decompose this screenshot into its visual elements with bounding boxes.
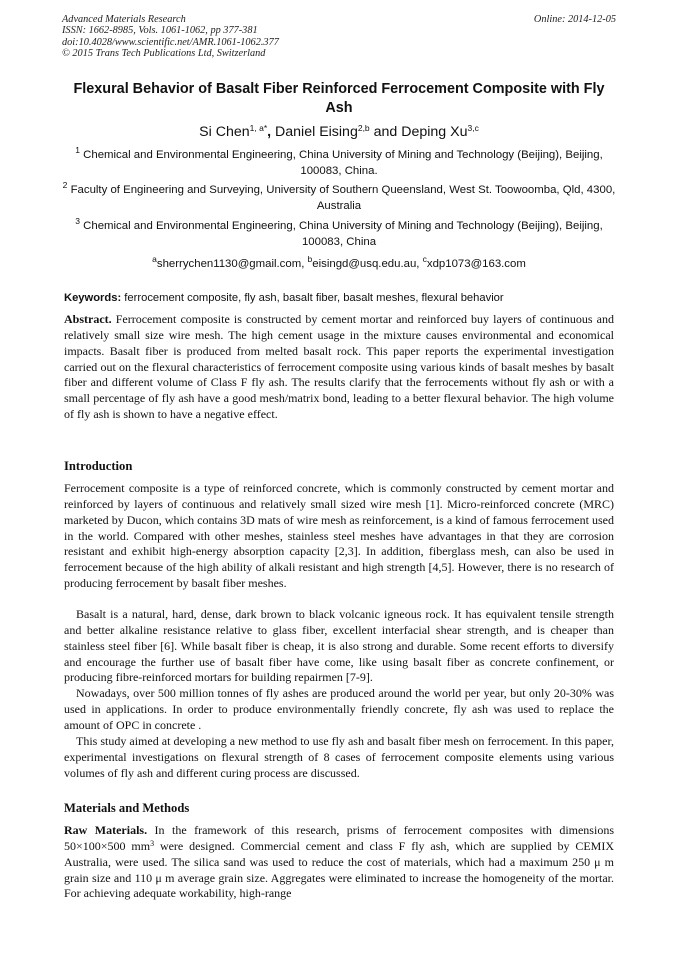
intro-paragraph-2: Basalt is a natural, hard, dense, dark brown to black volcanic igneous rock. It has equivalent tensile strength and better alkaline resistance relative to glass fiber, excellent interfacial shear strength, and is cheaper than stainless steel fiber [6]. While basalt fiber is cheap, it is also strong and durable. Some recent efforts to diversify and encourage the further use of basalt fiber have come, like using basalt fiber as concrete confinement, or producing fibre-reinforced mortars for building repairmen [7-9].	[64, 607, 614, 685]
author-name: Si Chen	[199, 124, 250, 140]
email-list	[62, 254, 616, 272]
email-mark: a	[152, 254, 157, 264]
raw-materials-paragraph	[64, 823, 614, 902]
introduction-heading: Introduction	[64, 459, 133, 473]
affiliation-text: Faculty of Engineering and Surveying, University of Southern Queensland, West St. Toowoomba, Qld, 4300, Australia	[70, 184, 616, 212]
copyright-line: © 2015 Trans Tech Publications Ltd, Switzerland	[62, 48, 266, 60]
abstract	[64, 312, 614, 423]
issn-line: ISSN: 1662-8985, Vols. 1061-1062, pp 377-381	[62, 25, 258, 37]
email-mark: c	[422, 254, 427, 264]
raw-materials-sup: 3	[150, 838, 155, 848]
intro-paragraph-1: Ferrocement composite is a type of reinforced concrete, which is commonly constructed by cement mortar and reinforced by layers of continuous and relatively small sized wire mesh [1]. Micro-reinforced concrete (MRC) marketed by Ducon, which contains 3D mats of wire mesh as reinforcement, is a kind of famous ferrocement used in the world. Compared with other meshes, stainless steel meshes have advantages in that they are corrosion resistant and exhibit high-energy absorption capacity [2,3]. In addition, fiberglass mesh, can also be used in ferrocement because of the high ability of alkali resistant and high strength [4,5]. However, there is no research of producing ferrocement by basalt fiber meshes.	[64, 481, 614, 591]
affiliation-number: 2	[62, 180, 68, 190]
affiliation-number: 3	[75, 216, 80, 226]
author-separator: and	[369, 124, 402, 140]
email-address[interactable]: xdp1073@163.com	[426, 258, 526, 270]
keywords-label: Keywords:	[64, 292, 122, 304]
author-list	[62, 123, 616, 141]
author-affiliation-mark: 1, a*	[249, 123, 268, 133]
abstract-label: Abstract.	[64, 312, 112, 326]
email-address[interactable]: sherrychen1130@gmail.com,	[156, 258, 308, 270]
intro-paragraph-4: This study aimed at developing a new method to use fly ash and basalt fiber mesh on ferrocement. In this paper, experimental investigations on flexural strength of 8 cases of ferrocement composite elements using various volumes of fly ash and different curing process are discussed.	[64, 734, 614, 780]
email-address[interactable]: eisingd@usq.edu.au,	[312, 258, 423, 270]
raw-materials-text-b: were designed. Commercial cement and class F fly ash, which are supplied by CEMIX Australia, were used. The silica sand was used to reduce the cost of materials, which had a maximum 250 μ m grain size and 110 μ m average grain size. Aggregates were eliminated to increase the homogeneity of the mortar. For achieving adequate workability, high-range	[64, 838, 615, 901]
keywords	[64, 291, 616, 306]
author-separator: ,	[267, 124, 276, 140]
affiliation-3	[62, 216, 616, 251]
affiliation-number: 1	[75, 145, 80, 155]
author-affiliation-mark: 2,b	[357, 123, 370, 133]
author-name: Deping Xu	[401, 124, 468, 140]
keywords-text: ferrocement composite, fly ash, basalt fiber, basalt meshes, flexural behavior	[121, 292, 504, 304]
journal-name: Advanced Materials Research	[62, 14, 186, 25]
intro-paragraph-3: Nowadays, over 500 million tonnes of fly ashes are produced around the world per year, but only 20-30% was used in applications. In order to produce environmentally friendly concrete, fly ash was used to replace the amount of OPC in concrete .	[64, 686, 614, 732]
abstract-text: Ferrocement composite is constructed by cement mortar and reinforced buy layers of continuous and relatively small size wire mesh. The high cement usage in the mixture causes environmental and economical impacts. Basalt fiber is produced from melted basalt rock. This paper reports the experimental investigation carried out on the flexural characteristics of ferrocement composite using various kinds of basalt meshes by basalt fiber and different volume of Class F fly ash. The results clarify that the ferrocements without fly ash or with a small percentage of fly ash have a good mesh/matrix bond, leading to a better flexural behavior. The high volume of fly ash is shown to have a negative effect.	[64, 312, 614, 422]
affiliation-text: Chemical and Environmental Engineering, China University of Mining and Technology (Beijing), Beijing, 100083, China	[83, 220, 603, 248]
methods-heading: Materials and Methods	[64, 801, 190, 815]
online-date: Online: 2014-12-05	[533, 14, 616, 25]
raw-materials-text-a: In the framework of this research, prisms of ferrocement composites with dimensions 50×100×500 mm	[64, 823, 614, 853]
email-mark: b	[307, 254, 313, 264]
paper-title: Flexural Behavior of Basalt Fiber Reinforced Ferrocement Composite with Fly Ash	[73, 81, 605, 116]
author-name: Daniel Eising	[275, 124, 358, 140]
author-affiliation-mark: 3,c	[467, 123, 479, 133]
doi-line: doi:10.4028/www.scientific.net/AMR.1061-1062.377	[62, 36, 279, 48]
raw-materials-label: Raw Materials.	[64, 823, 148, 837]
publication-header	[62, 14, 616, 60]
affiliation-1	[62, 145, 616, 180]
affiliation-2	[62, 180, 616, 215]
affiliation-text: Chemical and Environmental Engineering, China University of Mining and Technology (Beijing), Beijing, 100083, China.	[83, 149, 603, 177]
